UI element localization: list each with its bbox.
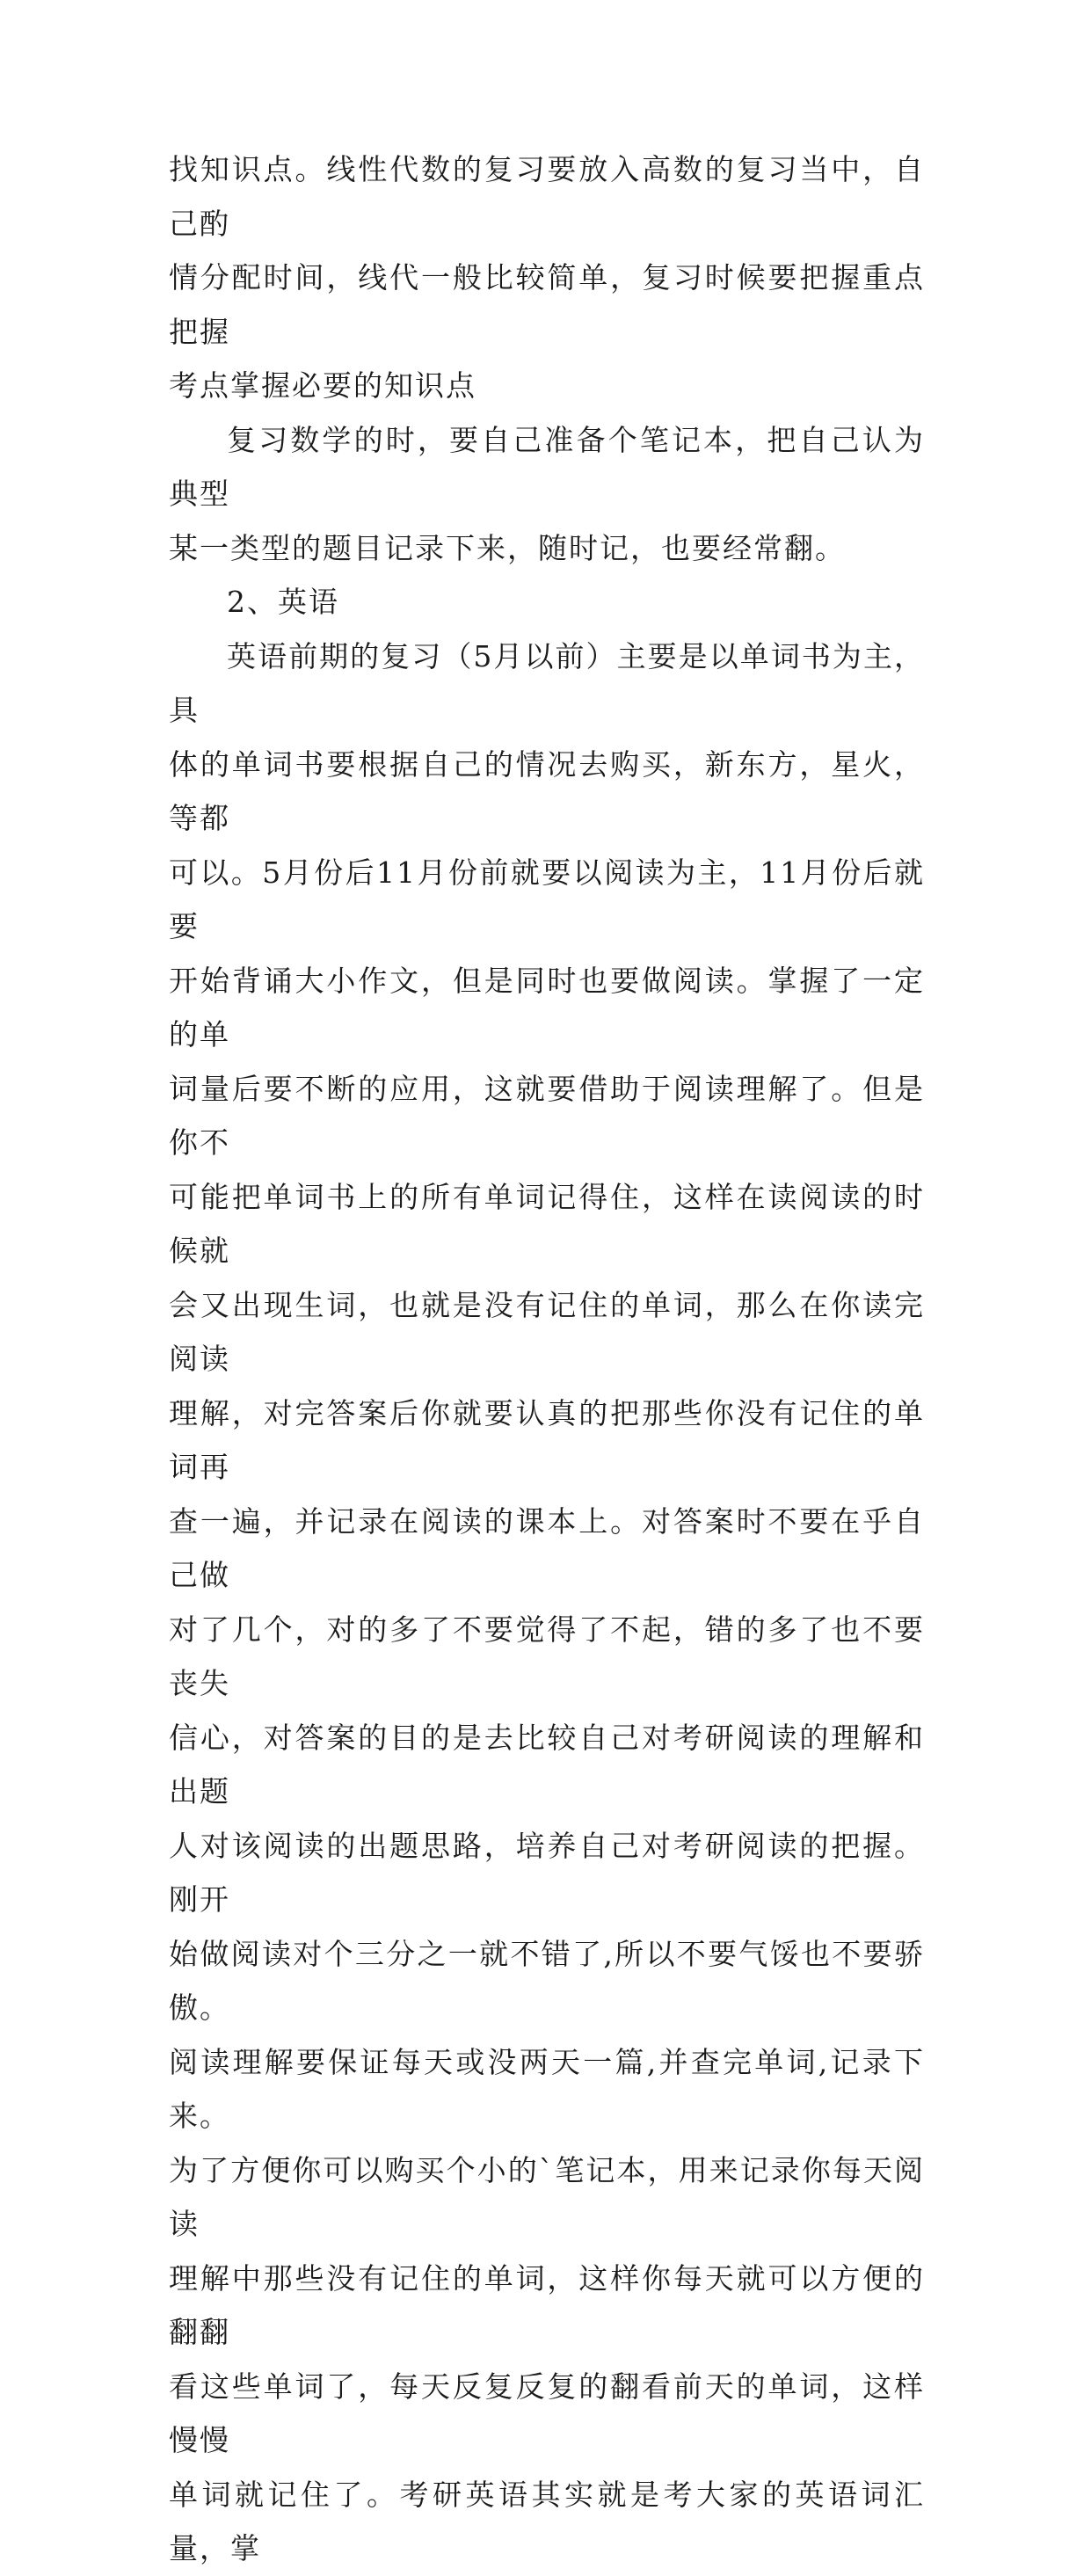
text-line: 可能把单词书上的所有单词记得住，这样在读阅读的时候就 (169, 1179, 925, 1268)
text-line: 英语前期的复习（5月以前）主要是以单词书为主，具 (169, 638, 925, 727)
text-line: 理解中那些没有记住的单词，这样你每天就可以方便的翻翻 (169, 2260, 925, 2349)
text-line: 复习数学的时，要自己准备个笔记本，把自己认为典型 (169, 422, 925, 511)
text-line: 看这些单词了，每天反复反复的翻看前天的单词，这样慢慢 (169, 2369, 925, 2457)
text-line: 始做阅读对个三分之一就不错了,所以不要气馁也不要骄傲。 (169, 1936, 925, 2025)
text-line: 找知识点。线性代数的复习要放入高数的复习当中，自己酌 (169, 152, 925, 241)
text-line: 单词就记住了。考研英语其实就是考大家的英语词汇量，掌 (169, 2477, 925, 2565)
text-line: 某一类型的题目记录下来，随时记，也要经常翻。 (169, 530, 846, 565)
text-line: 词量后要不断的应用，这就要借助于阅读理解了。但是你不 (169, 1071, 925, 1160)
paragraph (169, 413, 925, 576)
text-line: 理解，对完答案后你就要认真的把那些你没有记住的单词再 (169, 1395, 925, 1484)
text-line: 情分配时间，线代一般比较简单，复习时候要把握重点把握 (169, 260, 925, 349)
text-line: 2、英语 (227, 585, 339, 619)
text-line: 开始背诵大小作文，但是同时也要做阅读。掌握了一定的单 (169, 963, 925, 1052)
text-line: 考点掌握必要的知识点 (169, 368, 476, 403)
paragraph (169, 575, 925, 629)
text-line: 对了几个，对的多了不要觉得了不起，错的多了也不要丧失 (169, 1612, 925, 1700)
text-line: 会又出现生词，也就是没有记住的单词，那么在你读完阅读 (169, 1287, 925, 1376)
text-line: 阅读理解要保证每天或没两天一篇,并查完单词,记录下来。 (169, 2044, 925, 2133)
text-line: 人对该阅读的出题思路，培养自己对考研阅读的把握。刚开 (169, 1828, 925, 1917)
text-line: 可以。5月份后11月份前就要以阅读为主，11月份后就要 (169, 855, 925, 943)
text-line: 查一遍，并记录在阅读的课本上。对答案时不要在乎自己做 (169, 1503, 925, 1592)
paragraph (169, 142, 925, 413)
document-page (169, 142, 925, 2576)
text-line: 为了方便你可以购买个小的`笔记本，用来记录你每天阅读 (169, 2152, 925, 2241)
paragraph (169, 629, 925, 2576)
text-line: 体的单词书要根据自己的情况去购买，新东方，星火，等都 (169, 746, 925, 835)
text-line: 信心，对答案的目的是去比较自己对考研阅读的理解和出题 (169, 1720, 925, 1808)
